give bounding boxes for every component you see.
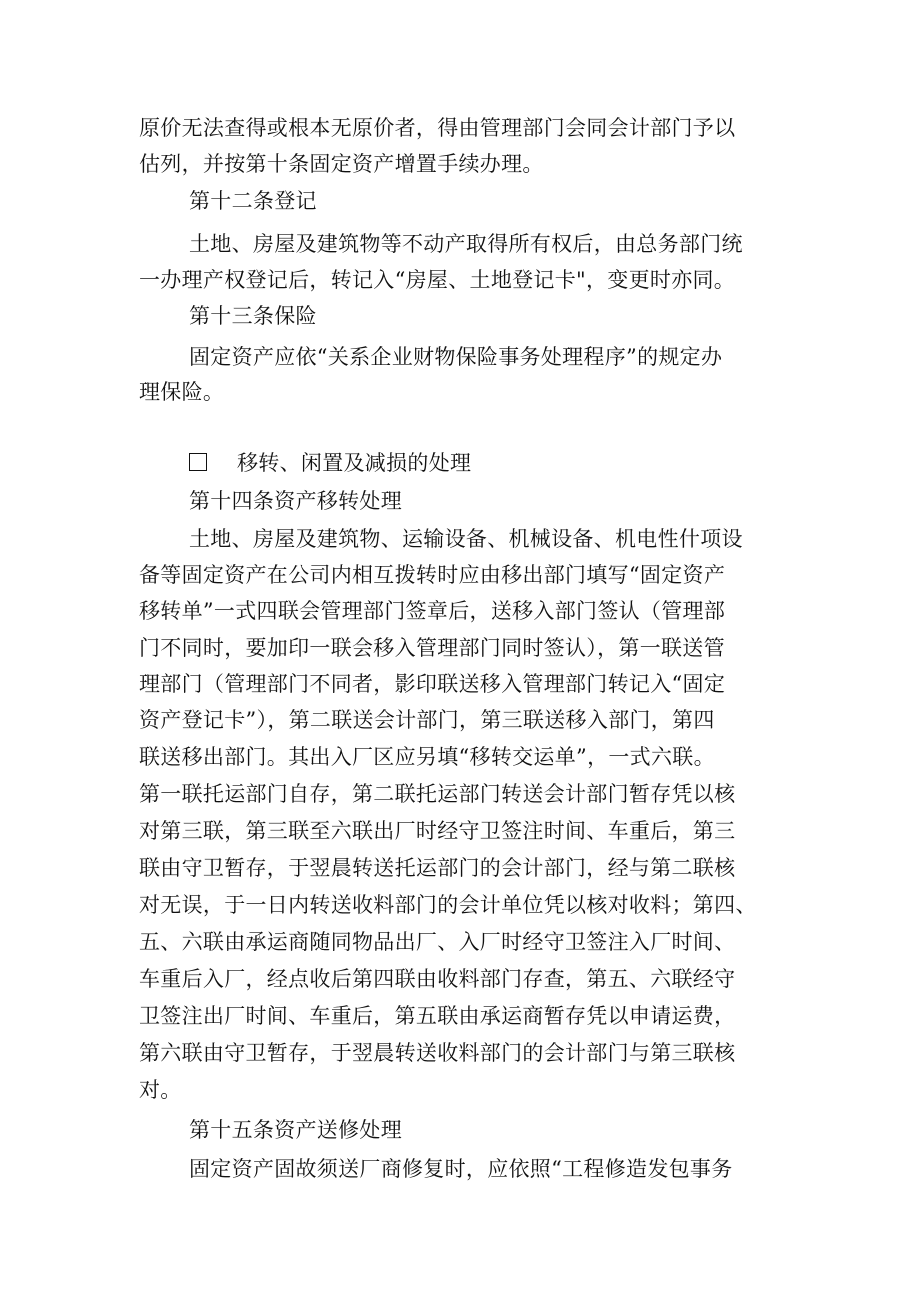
text-line: 一办理产权登记后，转记入“房屋、土地登记卡"，变更时亦同。 [139, 268, 736, 292]
text-line: 五、六联由承运商随同物品出厂、入厂时经守卫签注入厂时间、 [139, 930, 736, 954]
text-line: 理保险。 [139, 380, 225, 404]
section-heading [189, 445, 799, 481]
text-line: 理部门（管理部门不同者，影印联送移入管理部门转记入“固定 [139, 672, 726, 696]
text-line: 对。 [139, 1078, 182, 1102]
text-line: 车重后入厂，经点收后第四联由收料部门存查，第五、六联经守 [139, 967, 736, 991]
article-heading: 第十五条资产送修处理 [189, 1118, 402, 1142]
text-line: 第六联由守卫暂存，于翌晨转送收料部门的会计部门与第三联核 [139, 1041, 736, 1065]
text-line: 资产登记卡”），第二联送会计部门，第三联送移入部门，第四 [139, 708, 715, 732]
text-line: 对第三联，第三联至六联出厂时经守卫签注时间、车重后，第三 [139, 819, 736, 843]
text-line: 固定资产固故须送厂商修复时，应依照“工程修造发包事务 [189, 1157, 733, 1181]
text-line: 备等固定资产在公司内相互拨转时应由移出部门填写“固定资产 [139, 563, 726, 587]
text-line: 对无误，于一日内转送收料部门的会计单位凭以核对收料；第四、 [139, 893, 757, 917]
text-line: 移转单”一式四联会管理部门签章后，送移入部门签认（管理部 [139, 599, 726, 623]
text-line: 固定资产应依“关系企业财物保险事务处理程序”的规定办 [189, 345, 723, 369]
text-line: 联送移出部门。其出入厂区应另填“移转交运单”，一式六联。 [139, 745, 715, 769]
text-line: 土地、房屋及建筑物、运输设备、机械设备、机电性什项设 [189, 527, 743, 551]
text-line: 估列，并按第十条固定资产增置手续办理。 [139, 152, 544, 176]
text-line: 原价无法查得或根本无原价者，得由管理部门会同会计部门予以 [139, 116, 736, 140]
article-heading: 第十三条保险 [189, 304, 317, 328]
article-heading: 第十四条资产移转处理 [189, 489, 402, 513]
text-line: 门不同时，要加印一联会移入管理部门同时签认），第一联送管 [139, 636, 725, 660]
text-line: 卫签注出厂时间、车重后，第五联由承运商暂存凭以申请运费， [139, 1004, 736, 1028]
text-line: 第一联托运部门自存，第二联托运部门转送会计部门暂存凭以核 [139, 782, 736, 806]
text-line: 土地、房屋及建筑物等不动产取得所有权后，由总务部门统 [189, 232, 743, 256]
checkbox-icon [189, 453, 207, 471]
text-line: 联由守卫暂存，于翌晨转送托运部门的会计部门，经与第二联核 [139, 856, 736, 880]
section-title: 移转、闲置及减损的处理 [237, 451, 472, 475]
article-heading: 第十二条登记 [189, 189, 317, 213]
